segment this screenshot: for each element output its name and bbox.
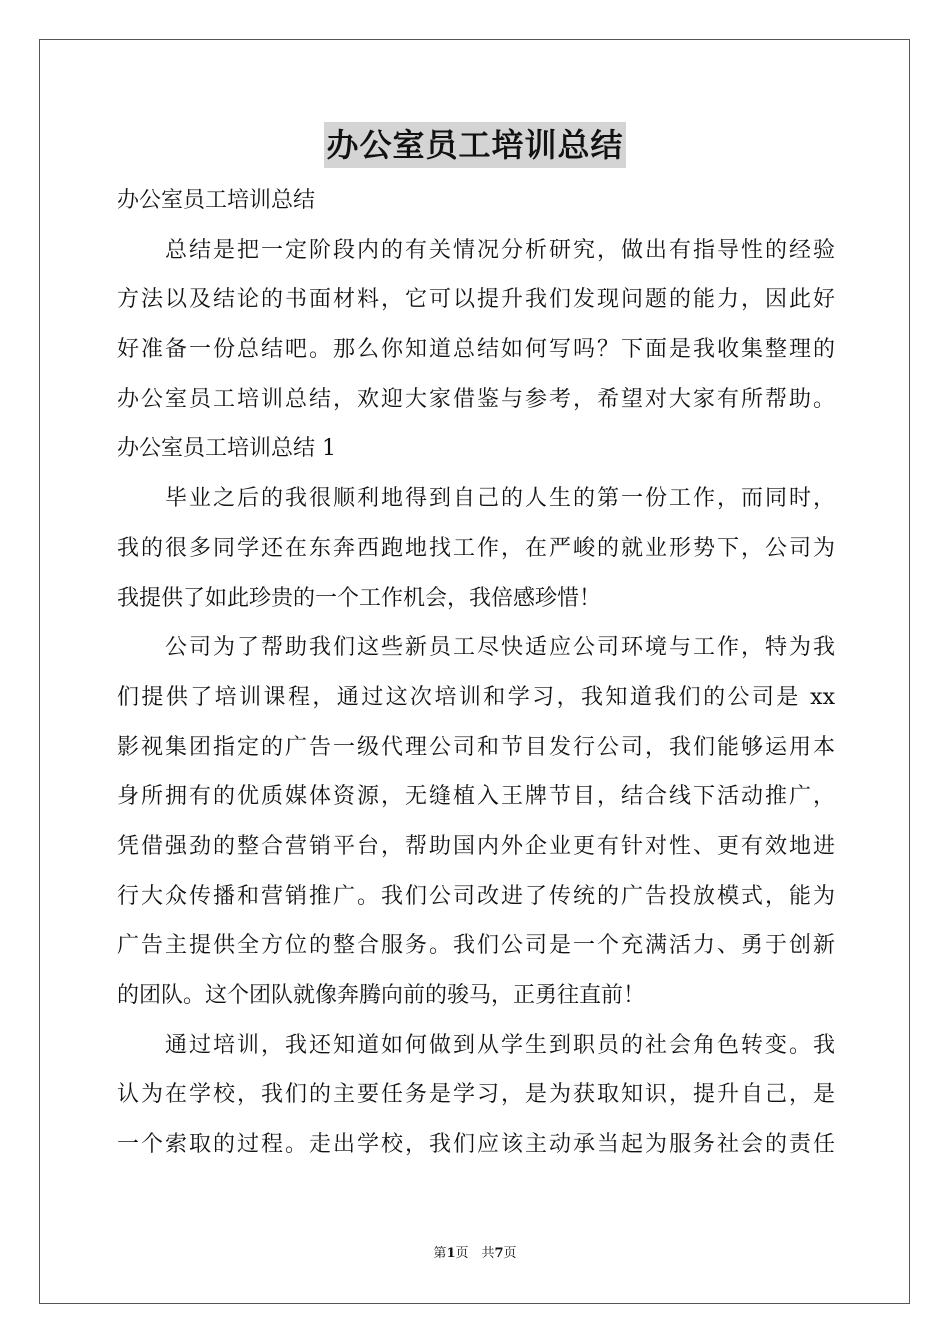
body-line: 办公室员工培训总结 — [117, 188, 316, 213]
body-line: 我的很多同学还在东奔西跑地找工作，在严峻的就业形势下，公司为 — [117, 535, 835, 561]
document-title — [0, 122, 950, 168]
page-number-total: 7 — [494, 1246, 504, 1261]
page-footer — [0, 1245, 950, 1263]
page-number-current: 1 — [446, 1246, 456, 1261]
body-line: 好准备一份总结吧。那么你知道总结如何写吗？下面是我收集整理的 — [117, 337, 835, 363]
body-line: 我提供了如此珍贵的一个工作机会，我倍感珍惜！ — [117, 585, 602, 611]
body-line: 办公室员工培训总结 1 — [117, 436, 336, 462]
body-line: 一个索取的过程。走出学校，我们应该主动承当起为服务社会的责任 — [117, 1132, 835, 1158]
body-line: 广告主提供全方位的整合服务。我们公司是一个充满活力、勇于创新 — [117, 933, 835, 959]
document-body — [117, 176, 835, 1170]
body-line: 认为在学校，我们的主要任务是学习，是为获取知识，提升自己，是 — [117, 1082, 835, 1108]
body-line: 凭借强劲的整合营销平台，帮助国内外企业更有针对性、更有效地进 — [117, 833, 835, 859]
body-line: 办公室员工培训总结，欢迎大家借鉴与参考，希望对大家有所帮助。 — [117, 386, 835, 412]
body-line: 行大众传播和营销推广。我们公司改进了传统的广告投放模式，能为 — [117, 883, 835, 909]
body-line: 方法以及结论的书面材料，它可以提升我们发现问题的能力，因此好 — [117, 287, 835, 313]
body-line: 影视集团指定的广告一级代理公司和节目发行公司，我们能够运用本 — [117, 734, 835, 760]
document-title-text: 办公室员工培训总结 — [324, 122, 625, 168]
body-line: 毕业之后的我很顺利地得到自己的人生的第一份工作，而同时， — [117, 486, 835, 512]
body-line: 总结是把一定阶段内的有关情况分析研究，做出有指导性的经验 — [117, 237, 835, 263]
body-line: 通过培训，我还知道如何做到从学生到职员的社会角色转变。我 — [117, 1032, 835, 1058]
body-line: 身所拥有的优质媒体资源，无缝植入王牌节目，结合线下活动推广， — [117, 784, 835, 810]
body-line: 公司为了帮助我们这些新员工尽快适应公司环境与工作，特为我 — [117, 635, 835, 661]
page-number-mid: 页 共 — [455, 1246, 495, 1261]
body-line: 们提供了培训课程，通过这次培训和学习，我知道我们的公司是 xx — [117, 684, 835, 710]
body-line: 的团队。这个团队就像奔腾向前的骏马，正勇往直前！ — [117, 983, 646, 1008]
page-number-suffix: 页 — [503, 1246, 517, 1261]
page-number-prefix: 第 — [433, 1246, 447, 1261]
